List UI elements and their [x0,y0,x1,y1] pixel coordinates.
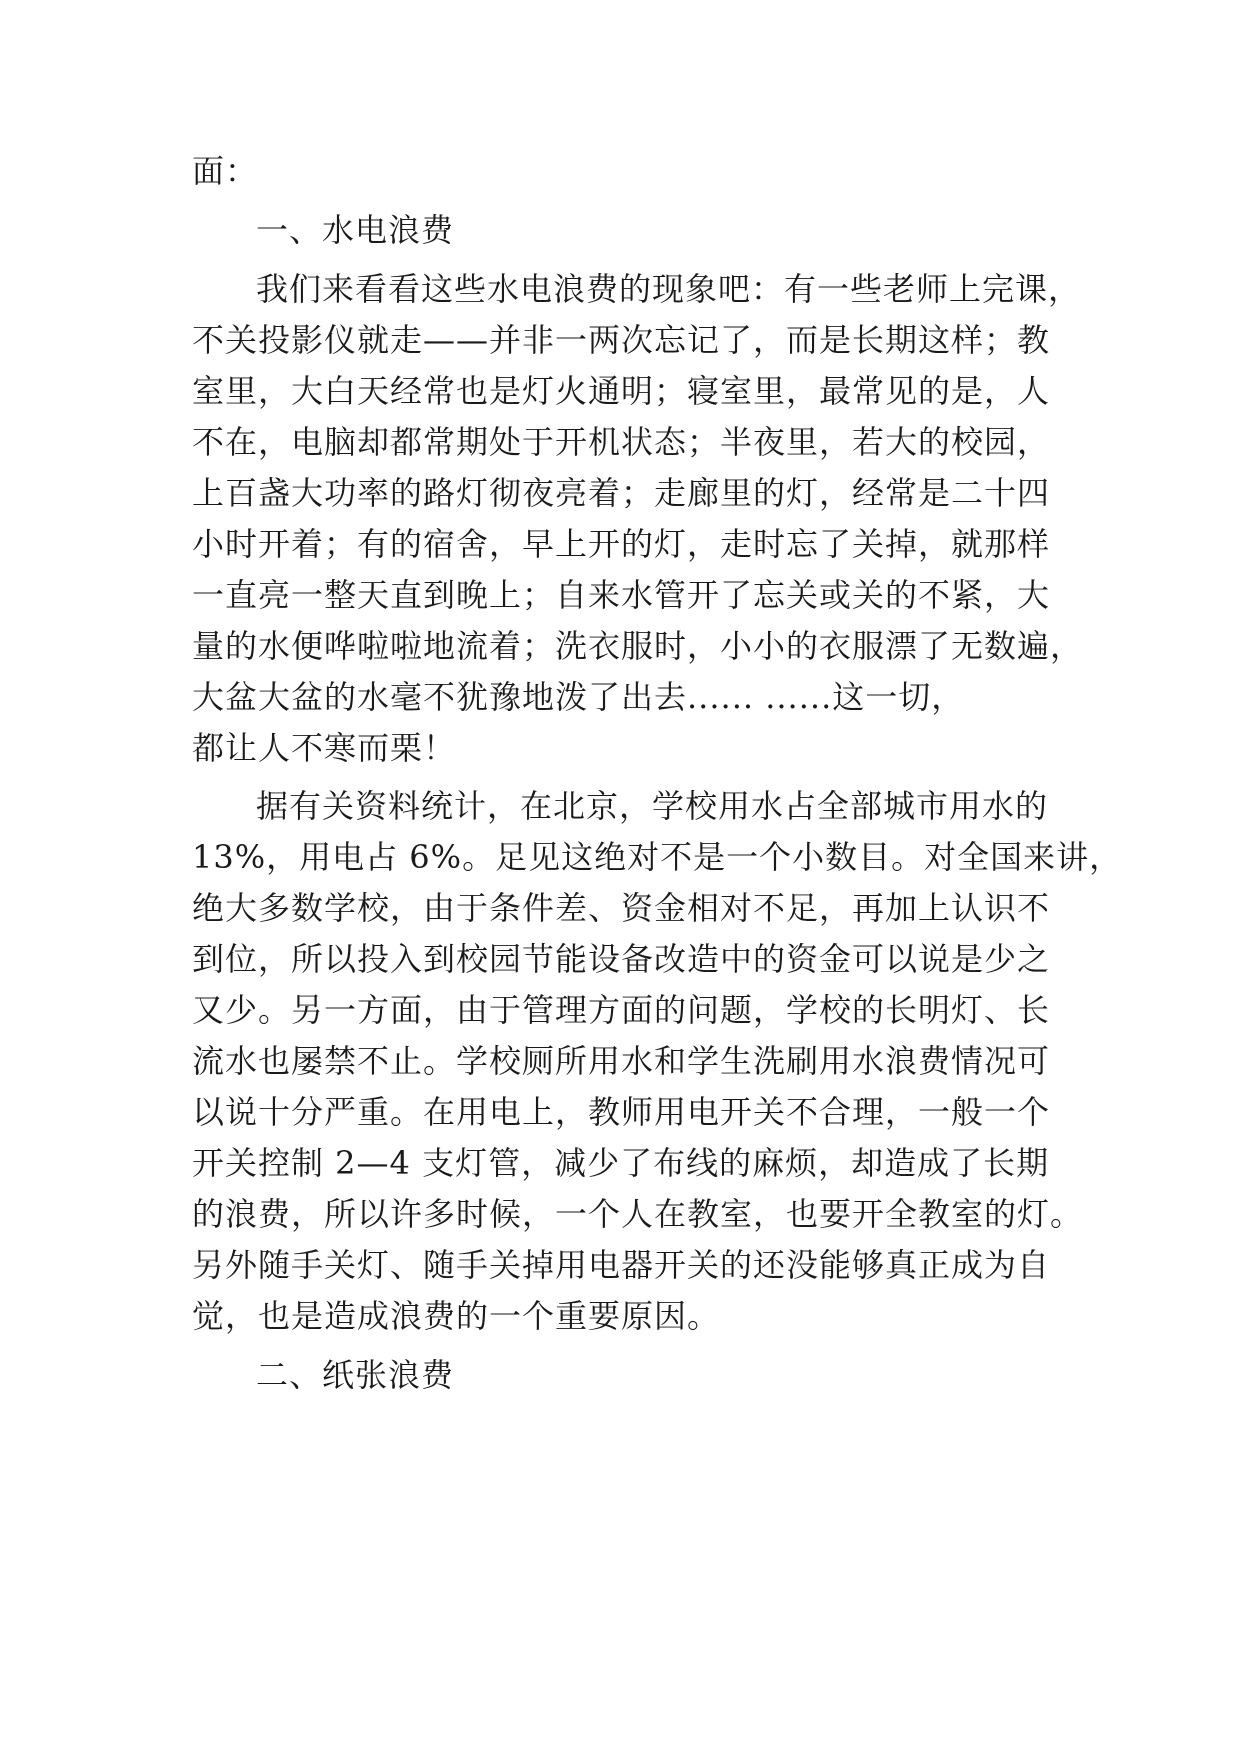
text-line: 据有关资料统计，在北京，学校用水占全部城市用水的 [256,787,1049,825]
text-line: 不关投影仪就走——并非一两次忘记了，而是长期这样；教 [192,321,1051,359]
text-line: 小时开着；有的宿舍，早上开的灯，走时忘了关掉，就那样 [192,525,1051,563]
text-line: 13%，用电占 6%。足见这绝对不是一个小数目。对全国来讲， [192,838,1123,876]
text-line: 绝大多数学校，由于条件差、资金相对不足，再加上认识不 [192,889,1051,927]
section-heading: 二、纸张浪费 [256,1356,455,1394]
text-line: 流水也屡禁不止。学校厕所用水和学生洗刷用水浪费情况可 [192,1042,1051,1080]
text-line: 我们来看看这些水电浪费的现象吧：有一些老师上完课， [256,270,1082,308]
text-line: 又少。另一方面，由于管理方面的问题，学校的长明灯、长 [192,991,1051,1029]
text-line: 上百盏大功率的路灯彻夜亮着；走廊里的灯，经常是二十四 [192,474,1051,512]
text-line: 室里，大白天经常也是灯火通明；寝室里，最常见的是，人 [192,372,1051,410]
text-line: 一直亮一整天直到晚上；自来水管开了忘关或关的不紧，大 [192,576,1051,614]
text-line: 开关控制 2—4 支灯管，减少了布线的麻烦，却造成了长期 [192,1144,1050,1182]
text-line: 以说十分严重。在用电上，教师用电开关不合理，一般一个 [192,1093,1051,1131]
text-line: 面： [192,152,259,190]
section-heading: 一、水电浪费 [256,211,455,249]
text-line: 觉，也是造成浪费的一个重要原因。 [192,1297,721,1335]
text-line: 量的水便哗啦啦地流着；洗衣服时，小小的衣服漂了无数遍， [192,627,1084,665]
text-line: 的浪费，所以许多时候，一个人在教室，也要开全教室的灯。 [192,1195,1084,1233]
text-line: 都让人不寒而栗！ [192,729,457,767]
text-line: 另外随手关灯、随手关掉用电器开关的还没能够真正成为自 [192,1246,1051,1284]
text-line: 到位，所以投入到校园节能设备改造中的资金可以说是少之 [192,940,1051,978]
text-line: 大盆大盆的水毫不犹豫地泼了出去...... ......这一切， [192,678,965,716]
text-line: 不在，电脑却都常期处于开机状态；半夜里，若大的校园， [192,423,1051,461]
